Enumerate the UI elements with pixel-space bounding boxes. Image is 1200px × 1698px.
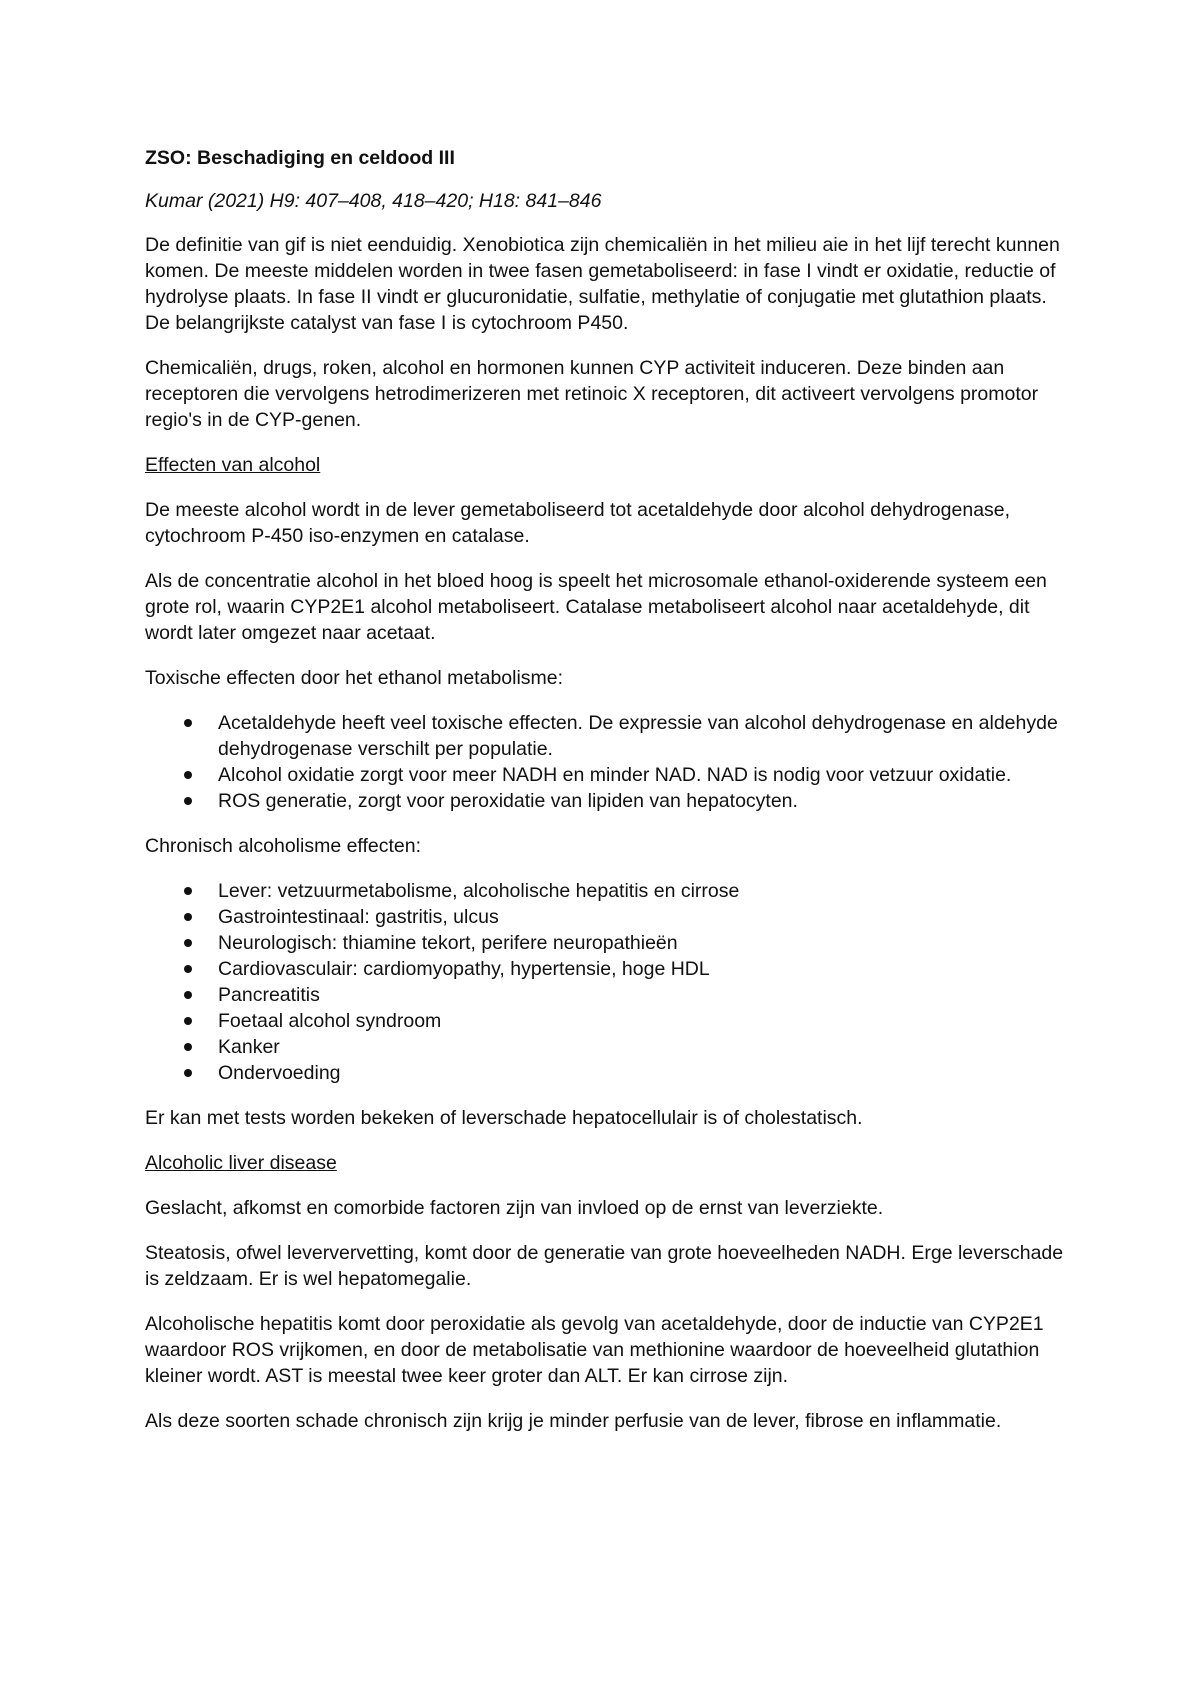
bullet-icon xyxy=(184,991,192,999)
list-item xyxy=(218,1034,1065,1060)
list-item xyxy=(218,878,1065,904)
list-item xyxy=(218,930,1065,956)
list-item-text: Pancreatitis xyxy=(218,984,320,1006)
document-page xyxy=(145,145,1065,1453)
list-item-text: Neurologisch: thiamine tekort, perifere neuropathieën xyxy=(218,932,678,954)
bullet-icon xyxy=(184,719,192,727)
paragraph-steatosis: Steatosis, ofwel leververvetting, komt door de generatie van grote hoeveelheden NADH. Erge leverschade is zeldzaam. Er is wel hepatomegalie. xyxy=(145,1242,1064,1290)
list-item-text: Ondervoeding xyxy=(218,1062,341,1084)
document-title: ZSO: Beschadiging en celdood III xyxy=(145,147,455,169)
paragraph-alcohol-metabolism: De meeste alcohol wordt in de lever gemetaboliseerd tot acetaldehyde door alcohol dehydrogenase, cytochroom P-450 iso-enzymen en catalase. xyxy=(145,499,1011,547)
paragraph-toxic-intro: Toxische effecten door het ethanol metabolisme: xyxy=(145,667,564,689)
paragraph-alcoholic-hepatitis: Alcoholische hepatitis komt door peroxidatie als gevolg van acetaldehyde, door de inductie van CYP2E1 waardoor ROS vrijkomen, en door de metabolisatie van methionine waardoor de hoeveelheid glutathion kleiner wordt. AST is meestal twee keer groter dan ALT. Er kan cirrose zijn. xyxy=(145,1313,1044,1387)
list-item xyxy=(218,710,1065,762)
list-item-text: Kanker xyxy=(218,1036,280,1058)
list-item-text: ROS generatie, zorgt voor peroxidatie van lipiden van hepatocyten. xyxy=(218,790,798,812)
bullet-icon xyxy=(184,1017,192,1025)
bullet-icon xyxy=(184,939,192,947)
list-item xyxy=(218,982,1065,1008)
bullet-icon xyxy=(184,771,192,779)
bullet-icon xyxy=(184,1043,192,1051)
list-item-text: Alcohol oxidatie zorgt voor meer NADH en minder NAD. NAD is nodig voor vetzuur oxidatie. xyxy=(218,764,1012,786)
paragraph-chronic-damage: Als deze soorten schade chronisch zijn krijg je minder perfusie van de lever, fibrose en inflammatie. xyxy=(145,1410,1002,1432)
list-item-text: Gastrointestinaal: gastritis, ulcus xyxy=(218,906,499,928)
reference-line: Kumar (2021) H9: 407–408, 418–420; H18: 841–846 xyxy=(145,190,602,212)
list-item-text: Foetaal alcohol syndroom xyxy=(218,1010,442,1032)
paragraph-risk-factors: Geslacht, afkomst en comorbide factoren zijn van invloed op de ernst van leverziekte. xyxy=(145,1197,884,1219)
bullet-icon xyxy=(184,797,192,805)
section-heading-alcohol-effects: Effecten van alcohol xyxy=(145,454,321,476)
list-item xyxy=(218,904,1065,930)
paragraph-meos: Als de concentratie alcohol in het bloed hoog is speelt het microsomale ethanol-oxiderende systeem een grote rol, waarin CYP2E1 alcohol metaboliseert. Catalase metaboliseert alcohol naar acetaldehyde, dit wordt later omgezet naar acetaat. xyxy=(145,570,1047,644)
paragraph-cyp-induction: Chemicaliën, drugs, roken, alcohol en hormonen kunnen CYP activiteit induceren. Deze binden aan receptoren die vervolgens hetrodimerizeren met retinoic X receptoren, dit activeert vervolgens promotor regio's in de CYP-genen. xyxy=(145,357,1039,431)
bullet-icon xyxy=(184,913,192,921)
list-item-text: Cardiovasculair: cardiomyopathy, hypertensie, hoge HDL xyxy=(218,958,710,980)
list-item-text: Lever: vetzuurmetabolisme, alcoholische hepatitis en cirrose xyxy=(218,880,740,902)
list-item xyxy=(218,762,1065,788)
list-item xyxy=(218,1008,1065,1034)
paragraph-xenobiotica: De definitie van gif is niet eenduidig. Xenobiotica zijn chemicaliën in het milieu aie in het lijf terecht kunnen komen. De meeste middelen worden in twee fasen gemetaboliseerd: in fase I vindt er oxidatie, reductie of hydrolyse plaats. In fase II vindt er glucuronidatie, sulfatie, methylatie of conjugatie met glutathion plaats. De belangrijkste catalyst van fase I is cytochroom P450. xyxy=(145,234,1060,334)
bullet-icon xyxy=(184,965,192,973)
section-heading-alcoholic-liver-disease: Alcoholic liver disease xyxy=(145,1152,337,1174)
paragraph-chronic-intro: Chronisch alcoholisme effecten: xyxy=(145,835,422,857)
list-item xyxy=(218,1060,1065,1086)
bullet-icon xyxy=(184,887,192,895)
paragraph-liver-tests: Er kan met tests worden bekeken of leverschade hepatocellulair is of cholestatisch. xyxy=(145,1107,863,1129)
list-item-text: Acetaldehyde heeft veel toxische effecten. De expressie van alcohol dehydrogenase en aldehyde dehydrogenase verschilt per populatie. xyxy=(218,712,1058,760)
chronic-effects-list xyxy=(145,878,1065,1086)
list-item xyxy=(218,788,1065,814)
toxic-effects-list xyxy=(145,710,1065,814)
bullet-icon xyxy=(184,1069,192,1077)
list-item xyxy=(218,956,1065,982)
